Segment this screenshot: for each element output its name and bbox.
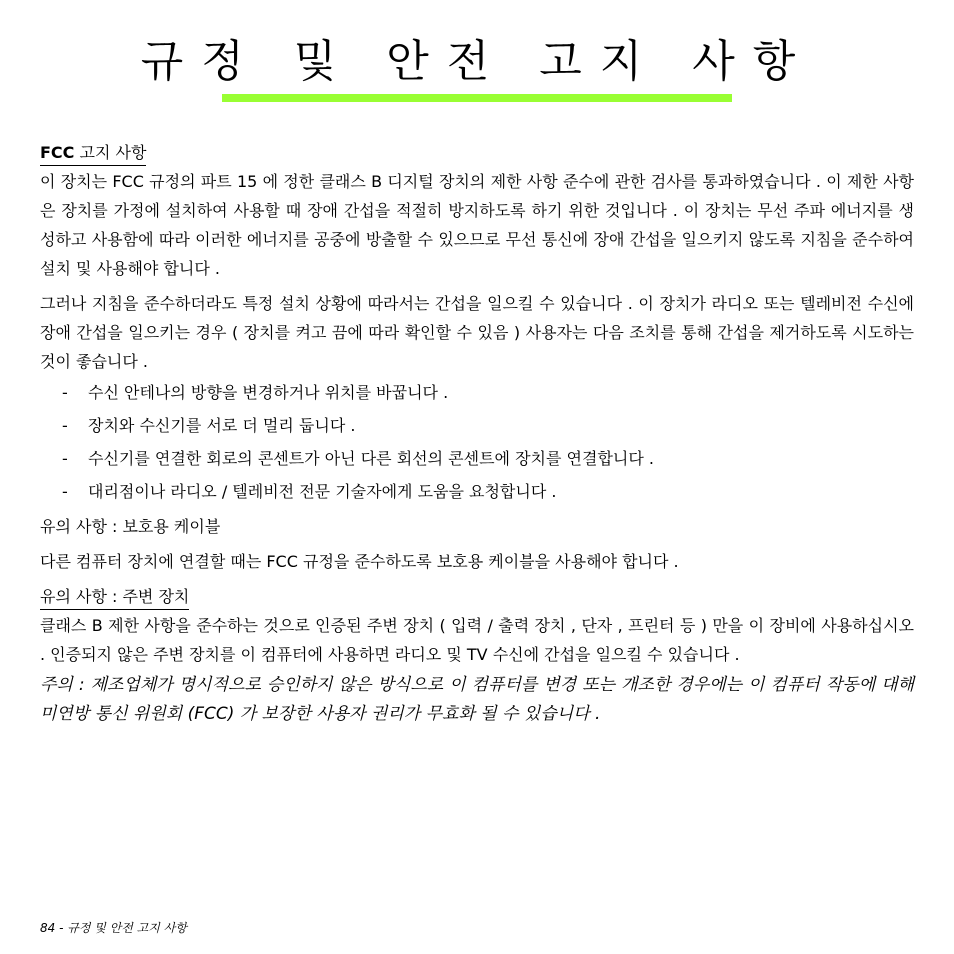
page-title: 규정 및 안전 고지 사항 xyxy=(140,36,814,87)
bullet-dash: - xyxy=(62,416,68,435)
modification-warning: 주의 : 제조업체가 명시적으로 승인하지 않은 방식으로 이 컴퓨터를 변경 또는 개조한 경우에는 이 컴퓨터 작동에 대해 미연방 통신 위원회 (FCC) 가 보장한 사용자 권리가 무효화 될 수 있습니다 . xyxy=(40,675,914,724)
bullet-dash: - xyxy=(62,449,68,468)
list-item xyxy=(40,376,914,409)
cable-notice-heading: 유의 사항 : 보호용 케이블 xyxy=(40,517,221,536)
fcc-paragraph-2: 그러나 지침을 준수하더라도 특정 설치 상황에 따라서는 간섭을 일으킬 수 있습니다 . 이 장치가 라디오 또는 텔레비전 수신에 장애 간섭을 일으키는 경우 ( 장치를 켜고 끔에 따라 확인할 수 있음 ) 사용자는 다음 조치를 통해 간섭을 제거하도록 시도하는 것이 좋습니다 . xyxy=(40,294,914,371)
list-item-text: 장치와 수신기를 서로 더 멀리 둡니다 . xyxy=(88,416,356,435)
peripheral-notice-text: 클래스 B 제한 사항을 준수하는 것으로 인증된 주변 장치 ( 입력 / 출력 장치 , 단자 , 프린터 등 ) 만을 이 장비에 사용하십시오 . 인증되지 않은 주변 장치를 이 컴퓨터에 사용하면 라디오 및 TV 수신에 간섭을 일으킬 수 있습니다 . xyxy=(40,616,914,664)
bullet-dash: - xyxy=(62,482,68,501)
title-accent-bar xyxy=(222,94,732,102)
list-item-text: 대리점이나 라디오 / 텔레비전 전문 기술자에게 도움을 요청합니다 . xyxy=(88,482,557,501)
list-item-text: 수신기를 연결한 회로의 콘센트가 아닌 다른 회선의 콘센트에 장치를 연결합니다 . xyxy=(88,449,654,468)
list-item xyxy=(40,409,914,442)
bullet-dash: - xyxy=(62,383,68,402)
fcc-notice-heading xyxy=(40,141,146,166)
list-item xyxy=(40,442,914,475)
main-content xyxy=(40,138,914,729)
list-item-text: 수신 안테나의 방향을 변경하거나 위치를 바꿉니다 . xyxy=(88,383,449,402)
fcc-heading-rest: 고지 사항 xyxy=(74,143,147,162)
peripheral-notice-heading: 유의 사항 : 주변 장치 xyxy=(40,585,189,610)
cable-notice-text: 다른 컴퓨터 장치에 연결할 때는 FCC 규정을 준수하도록 보호용 케이블을 사용해야 합니다 . xyxy=(40,552,679,571)
page-footer: 84 - 규정 및 안전 고지 사항 xyxy=(40,921,187,935)
remedy-list xyxy=(40,376,914,508)
fcc-heading-bold: FCC xyxy=(40,143,75,162)
fcc-paragraph-1: 이 장치는 FCC 규정의 파트 15 에 정한 클래스 B 디지털 장치의 제한 사항 준수에 관한 검사를 통과하였습니다 . 이 제한 사항은 장치를 가정에 설치하여 사용할 때 장애 간섭을 적절히 방지하도록 하기 위한 것입니다 . 이 장치는 무선 주파 에너지를 생성하고 사용함에 따라 이러한 에너지를 공중에 방출할 수 있으므로 무선 통신에 장애 간섭을 일으키지 않도록 지침을 준수하여 설치 및 사용해야 합니다 . xyxy=(40,172,914,278)
list-item xyxy=(40,475,914,508)
